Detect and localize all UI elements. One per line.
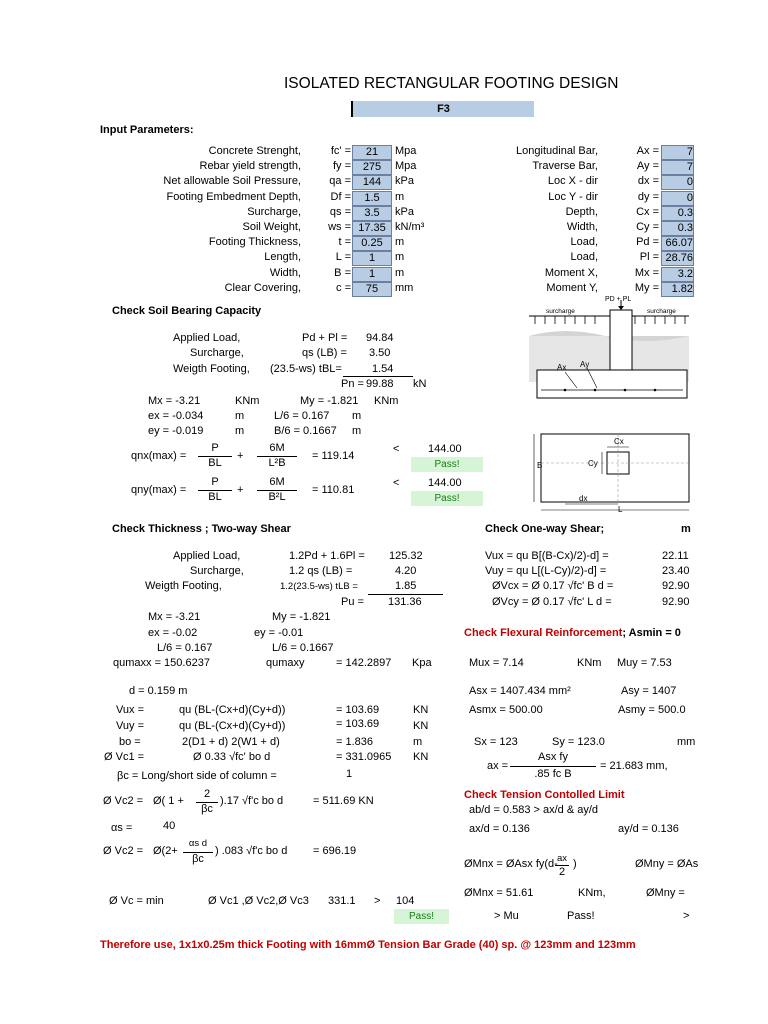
vc3-betac: βc bbox=[192, 853, 204, 865]
input-value-field[interactable]: 1.5 bbox=[352, 191, 392, 206]
input-symbol: Mx = bbox=[634, 266, 659, 279]
input-unit: Mpa bbox=[395, 160, 417, 173]
input-unit: mm bbox=[395, 281, 414, 294]
vuy-unit: KN bbox=[413, 720, 429, 732]
input-label: Soil Weight, bbox=[242, 221, 301, 233]
qnx-bl: BL bbox=[208, 457, 222, 469]
vuy-label: Vuy = bbox=[116, 720, 145, 732]
flex-asmy: Asmy = 500.0 bbox=[618, 704, 686, 716]
flexural-header-asmin: ; Asmin = 0 bbox=[622, 627, 681, 639]
twoway-pu-expr: Pu = bbox=[341, 596, 364, 608]
qny-lt: < bbox=[393, 477, 400, 489]
input-value-field[interactable]: 275 bbox=[352, 160, 392, 175]
qnx-lt: < bbox=[393, 443, 400, 455]
flex-fcb: .85 fc B bbox=[534, 768, 572, 780]
flex-asy: Asy = 1407 bbox=[621, 685, 677, 697]
oneway-vuy-value: 23.40 bbox=[662, 565, 690, 577]
input-value-field[interactable]: 0.3 bbox=[661, 221, 694, 236]
flex-sx: Sx = 123 bbox=[474, 736, 518, 748]
qnx-6m: 6M bbox=[269, 442, 285, 454]
input-unit: m bbox=[395, 266, 405, 279]
vc2-label: Ø Vc2 = bbox=[103, 795, 144, 807]
flex-mm: mm bbox=[677, 736, 696, 748]
tension-ax: ax bbox=[556, 853, 568, 864]
twoway-d: d = 0.159 m bbox=[129, 685, 188, 697]
qny-plus: + bbox=[237, 484, 244, 496]
input-symbol: Ay = bbox=[636, 160, 659, 173]
input-symbol: qa = bbox=[329, 175, 351, 188]
input-value-field[interactable]: 28.76 bbox=[661, 251, 694, 266]
tension-axd: ax/d = 0.136 bbox=[469, 823, 530, 835]
input-label: Depth, bbox=[565, 205, 598, 218]
beta-c-value: 1 bbox=[346, 768, 353, 780]
input-symbol: Ax = bbox=[636, 145, 659, 157]
twoway-surcharge-label: Surcharge, bbox=[190, 565, 244, 577]
flex-asxfy: Asx fy bbox=[538, 751, 568, 763]
oneway-unit: m bbox=[681, 523, 691, 535]
input-label: Traverse Bar, bbox=[532, 160, 598, 173]
footing-plan-diagram bbox=[525, 430, 695, 515]
flex-muy: Muy = 7.53 bbox=[617, 657, 672, 669]
input-unit: kN/m³ bbox=[395, 221, 425, 233]
input-value-field[interactable]: 66.07 bbox=[661, 236, 694, 251]
input-value-field[interactable]: 75 bbox=[352, 282, 392, 297]
input-label: Footing Thickness, bbox=[208, 236, 301, 249]
tension-mny-formula: ØMny = ØAs bbox=[635, 858, 699, 870]
input-unit: m bbox=[395, 190, 405, 203]
tension-mny-value: ØMny = bbox=[646, 887, 685, 899]
bo-unit: m bbox=[413, 736, 423, 748]
input-value-field[interactable]: 1.82 bbox=[661, 282, 694, 297]
twoway-mx: Mx = -3.21 bbox=[148, 611, 201, 623]
vc1-unit: KN bbox=[413, 751, 429, 763]
input-value-field[interactable]: 0.25 bbox=[352, 236, 392, 251]
qnx-p: P bbox=[211, 442, 219, 454]
vux-label: Vux = bbox=[116, 704, 145, 716]
vuy-value: = 103.69 bbox=[336, 718, 380, 730]
input-symbol: t = bbox=[338, 236, 351, 249]
input-symbol: fy = bbox=[332, 160, 351, 173]
diagram-b-label: B bbox=[537, 461, 543, 470]
diagram-cx-label: Cx bbox=[614, 437, 624, 446]
diagram-ax-label: Ax bbox=[557, 363, 567, 372]
soil-ey: ey = -0.019 bbox=[148, 425, 204, 437]
vc2-two: 2 bbox=[203, 788, 211, 800]
input-symbol: Pd = bbox=[636, 236, 659, 249]
diagram-surcharge-left: surcharge bbox=[546, 308, 575, 315]
vc-vu: 104 bbox=[396, 895, 415, 907]
input-symbol: B = bbox=[334, 266, 351, 279]
input-label: Loc X - dir bbox=[547, 175, 598, 188]
input-parameters-header: Input Parameters: bbox=[100, 124, 194, 136]
input-value-field[interactable]: 21 bbox=[352, 145, 392, 160]
input-value-field[interactable]: 7 bbox=[661, 160, 694, 175]
vux-unit: KN bbox=[413, 704, 429, 716]
twoway-pu-value: 131.36 bbox=[388, 596, 422, 608]
flexural-header-red: Check Flexural Reinforcement bbox=[464, 627, 623, 639]
oneway-header: Check One-way Shear; bbox=[485, 523, 605, 535]
input-symbol: dx = bbox=[637, 175, 659, 188]
qny-qa: 144.00 bbox=[428, 477, 462, 489]
soil-my-unit: KNm bbox=[374, 395, 399, 407]
beta-c-label: βc = Long/short side of column = bbox=[117, 770, 277, 782]
soil-b6-unit: m bbox=[352, 425, 362, 437]
input-unit: Mpa bbox=[395, 145, 417, 157]
twoway-b6: L/6 = 0.1667 bbox=[272, 642, 334, 654]
tension-header: Check Tension Contolled Limit bbox=[464, 789, 625, 801]
page-title: ISOLATED RECTANGULAR FOOTING DESIGN bbox=[284, 75, 619, 92]
twoway-ex: ex = -0.02 bbox=[148, 627, 198, 639]
qny-p: P bbox=[211, 476, 219, 488]
input-label: Load, bbox=[570, 236, 598, 249]
qny-bl: BL bbox=[208, 491, 222, 503]
soil-mx-unit: KNm bbox=[235, 395, 260, 407]
input-value-field[interactable]: 7 bbox=[661, 145, 694, 160]
input-value-field[interactable]: 3.5 bbox=[352, 206, 392, 221]
input-unit: m bbox=[395, 251, 405, 264]
input-symbol: Df = bbox=[330, 190, 351, 203]
vc3-value: = 696.19 bbox=[313, 845, 357, 857]
input-unit: kPa bbox=[395, 205, 414, 218]
qnx-label: qnx(max) = bbox=[131, 450, 187, 462]
twoway-header: Check Thickness ; Two-way Shear bbox=[112, 523, 291, 535]
alpha-s-label: αs = bbox=[111, 822, 133, 834]
soil-wf-label: Weigth Footing, bbox=[173, 363, 250, 375]
input-symbol: Cx = bbox=[636, 205, 659, 218]
soil-ex: ex = -0.034 bbox=[148, 410, 204, 422]
qny-pass-badge: Pass! bbox=[411, 491, 483, 506]
soil-pn-expr: Pn = bbox=[341, 378, 364, 390]
qny-6m: 6M bbox=[269, 476, 285, 488]
diagram-cy-label: Cy bbox=[588, 459, 598, 468]
soil-ey-unit: m bbox=[235, 425, 245, 437]
oneway-vcx-value: 92.90 bbox=[662, 580, 690, 592]
flex-asx: Asx = 1407.434 mm² bbox=[469, 685, 571, 697]
twoway-applied-expr: 1.2Pd + 1.6Pl = bbox=[289, 550, 365, 562]
soil-l6: L/6 = 0.167 bbox=[274, 410, 330, 422]
tension-mnx-value: ØMnx = 51.61 bbox=[464, 887, 534, 899]
soil-wf-expr: (23.5-ws) tBL= bbox=[270, 363, 342, 375]
flexural-header bbox=[464, 627, 681, 639]
vc3-expr1: Ø(2+ bbox=[153, 845, 178, 857]
input-symbol: qs = bbox=[329, 205, 351, 218]
twoway-wf-value: 1.85 bbox=[395, 580, 417, 592]
tension-mnx-formula: ØMnx = ØAsx fy(d- bbox=[464, 858, 558, 870]
sum-line bbox=[343, 376, 413, 377]
tension-abd: ab/d = 0.583 > ax/d & ay/d bbox=[469, 804, 599, 816]
input-symbol: c = bbox=[336, 281, 351, 294]
input-symbol: My = bbox=[634, 281, 659, 294]
input-symbol: ws = bbox=[328, 221, 351, 233]
input-label: Footing Embedment Depth, bbox=[166, 190, 301, 203]
soil-ex-unit: m bbox=[235, 410, 245, 422]
soil-pn-value: 99.88 bbox=[366, 378, 394, 390]
input-symbol: fc' = bbox=[330, 145, 351, 157]
tension-two: 2 bbox=[558, 866, 566, 878]
diagram-l-label: L bbox=[618, 505, 623, 514]
input-label: Longitudinal Bar, bbox=[516, 145, 598, 157]
input-value-field[interactable]: 0.3 bbox=[661, 206, 694, 221]
input-unit: m bbox=[395, 236, 405, 249]
tension-gt: > bbox=[683, 910, 690, 922]
qnx-pass-badge: Pass! bbox=[411, 457, 483, 472]
alpha-s-value: 40 bbox=[163, 820, 176, 832]
flex-ax-label: ax = bbox=[487, 760, 509, 772]
flex-mux: Mux = 7.14 bbox=[469, 657, 524, 669]
vc3-label: Ø Vc2 = bbox=[103, 845, 144, 857]
vc2-betac: βc bbox=[201, 803, 213, 815]
qny-value: = 110.81 bbox=[312, 484, 355, 496]
soil-pn-unit: kN bbox=[413, 378, 427, 390]
soil-mx: Mx = -3.21 bbox=[148, 395, 201, 407]
twoway-qumaxy-value: = 142.2897 bbox=[336, 657, 392, 669]
soil-surcharge-value: 3.50 bbox=[369, 347, 391, 359]
input-label: Length, bbox=[264, 251, 301, 264]
twoway-wf-label: Weigth Footing, bbox=[145, 580, 222, 592]
tension-close: ) bbox=[573, 858, 577, 870]
twoway-surcharge-expr: 1.2 qs (LB) = bbox=[289, 565, 353, 577]
soil-my: My = -1.821 bbox=[300, 395, 359, 407]
soil-l6-unit: m bbox=[352, 410, 362, 422]
qnx-value: = 119.14 bbox=[312, 450, 355, 462]
bo-value: = 1.836 bbox=[336, 736, 374, 748]
vc-min-expr: Ø Vc1 ,Ø Vc2,Ø Vc3 bbox=[208, 895, 309, 907]
twoway-surcharge-value: 4.20 bbox=[395, 565, 417, 577]
qnx-plus: + bbox=[237, 450, 244, 462]
tension-pass: Pass! bbox=[567, 910, 595, 922]
soil-applied-expr: Pd + Pl = bbox=[302, 332, 348, 344]
diagram-pd-pl-label: PD + PL bbox=[605, 296, 632, 303]
oneway-vux: Vux = qu B[(B-Cx)/2)-d] = bbox=[485, 550, 609, 562]
soil-applied-value: 94.84 bbox=[366, 332, 394, 344]
vc1-expr: Ø 0.33 √fc' bo d bbox=[193, 751, 271, 763]
twoway-l6: L/6 = 0.167 bbox=[157, 642, 213, 654]
input-value-field[interactable]: 144 bbox=[352, 175, 392, 190]
vux-value: = 103.69 bbox=[336, 704, 380, 716]
oneway-vcy: ØVcy = Ø 0.17 √fc' L d = bbox=[492, 596, 612, 608]
input-label: Width, bbox=[269, 266, 301, 279]
input-symbol: L = bbox=[335, 251, 351, 264]
vux-expr: qu (BL-(Cx+d)(Cy+d)) bbox=[179, 704, 286, 716]
soil-surcharge-expr: qs (LB) = bbox=[302, 347, 347, 359]
twoway-pass-badge: Pass! bbox=[394, 909, 449, 924]
twoway-my: My = -1.821 bbox=[272, 611, 331, 623]
twoway-qumaxy-label: qumaxy bbox=[266, 657, 305, 669]
oneway-vuy: Vuy = qu L[(L-Cy)/2)-d] = bbox=[485, 565, 607, 577]
oneway-vcx: ØVcx = Ø 0.17 √fc' B d = bbox=[492, 580, 614, 592]
vc2-value: = 511.69 KN bbox=[313, 795, 374, 807]
soil-b6: B/6 = 0.1667 bbox=[274, 425, 337, 437]
input-label: Width, bbox=[566, 221, 598, 233]
fraction-bar bbox=[510, 766, 596, 767]
diagram-surcharge-right: surcharge bbox=[647, 308, 676, 315]
input-value-field[interactable]: 3.2 bbox=[661, 267, 694, 282]
qnx-qa: 144.00 bbox=[428, 443, 462, 455]
vc-min-value: 331.1 bbox=[328, 895, 356, 907]
tension-gt-mu: > Mu bbox=[494, 910, 519, 922]
tension-knm: KNm, bbox=[578, 887, 606, 899]
input-label: Moment X, bbox=[544, 266, 598, 279]
soil-wf-value: 1.54 bbox=[372, 363, 394, 375]
flex-ax-value: = 21.683 mm, bbox=[600, 760, 668, 772]
vc3-asd: αs d bbox=[188, 838, 208, 849]
input-symbol: dy = bbox=[637, 190, 659, 203]
vc2-expr2: ).17 √f'c bo d bbox=[220, 795, 284, 807]
input-value-field[interactable]: 0 bbox=[661, 175, 694, 190]
vc3-expr2: ) .083 √f'c bo d bbox=[215, 845, 288, 857]
input-label: Surcharge, bbox=[247, 205, 301, 218]
input-label: Clear Covering, bbox=[224, 281, 301, 294]
soil-bearing-header: Check Soil Bearing Capacity bbox=[112, 305, 262, 317]
vc-min-label: Ø Vc = min bbox=[109, 895, 164, 907]
input-value-field[interactable]: 1 bbox=[352, 267, 392, 282]
vuy-expr: qu (BL-(Cx+d)(Cy+d)) bbox=[179, 720, 286, 732]
flex-asmx: Asmx = 500.00 bbox=[469, 704, 543, 716]
input-symbol: Cy = bbox=[636, 221, 659, 233]
twoway-applied-label: Applied Load, bbox=[173, 550, 241, 562]
vc1-label: Ø Vc1 = bbox=[104, 751, 145, 763]
soil-applied-label: Applied Load, bbox=[173, 332, 241, 344]
vc1-value: = 331.0965 bbox=[336, 751, 392, 763]
input-symbol: Pl = bbox=[639, 251, 659, 264]
input-label: Load, bbox=[570, 251, 598, 264]
input-value-field[interactable]: 1 bbox=[352, 251, 392, 266]
oneway-vux-value: 22.11 bbox=[662, 550, 689, 562]
input-label: Loc Y - dir bbox=[548, 190, 598, 203]
input-value-field[interactable]: 0 bbox=[661, 191, 694, 206]
oneway-vcy-value: 92.90 bbox=[662, 596, 690, 608]
vc-gt: > bbox=[374, 895, 381, 907]
twoway-kpa: Kpa bbox=[412, 657, 432, 669]
twoway-ey: ey = -0.01 bbox=[254, 627, 304, 639]
input-label: Moment Y, bbox=[546, 281, 598, 294]
input-label: Rebar yield strength, bbox=[199, 160, 301, 173]
bo-expr: 2(D1 + d) 2(W1 + d) bbox=[182, 736, 280, 748]
flex-sy: Sy = 123.0 bbox=[552, 736, 605, 748]
flex-mux-unit: KNm bbox=[577, 657, 602, 669]
twoway-applied-value: 125.32 bbox=[389, 550, 423, 562]
qnx-l2b: L²B bbox=[268, 457, 286, 469]
diagram-dx-label: dx bbox=[579, 494, 588, 503]
vc2-expr1: Ø( 1 + bbox=[153, 795, 184, 807]
input-value-field[interactable]: 17.35 bbox=[352, 221, 392, 236]
conclusion-text: Therefore use, 1x1x0.25m thick Footing with 16mmØ Tension Bar Grade (40) sp. @ 123mm and 123mm bbox=[100, 939, 636, 951]
qny-b2l: B²L bbox=[268, 491, 286, 503]
input-unit: kPa bbox=[395, 175, 414, 188]
input-label: Concrete Strenght, bbox=[208, 145, 301, 157]
twoway-wf-expr: 1.2(23.5-ws) tLB = bbox=[280, 581, 358, 592]
footing-id-field[interactable]: F3 bbox=[351, 101, 534, 117]
soil-surcharge-label: Surcharge, bbox=[190, 347, 244, 359]
bo-label: bo = bbox=[119, 736, 141, 748]
input-label: Net allowable Soil Pressure, bbox=[163, 175, 301, 188]
tension-ayd: ay/d = 0.136 bbox=[618, 823, 679, 835]
diagram-ay-label: Ay bbox=[580, 360, 590, 369]
sum-line bbox=[368, 594, 443, 595]
twoway-qumaxx: qumaxx = 150.6237 bbox=[113, 657, 210, 669]
qny-label: qny(max) = bbox=[131, 484, 187, 496]
